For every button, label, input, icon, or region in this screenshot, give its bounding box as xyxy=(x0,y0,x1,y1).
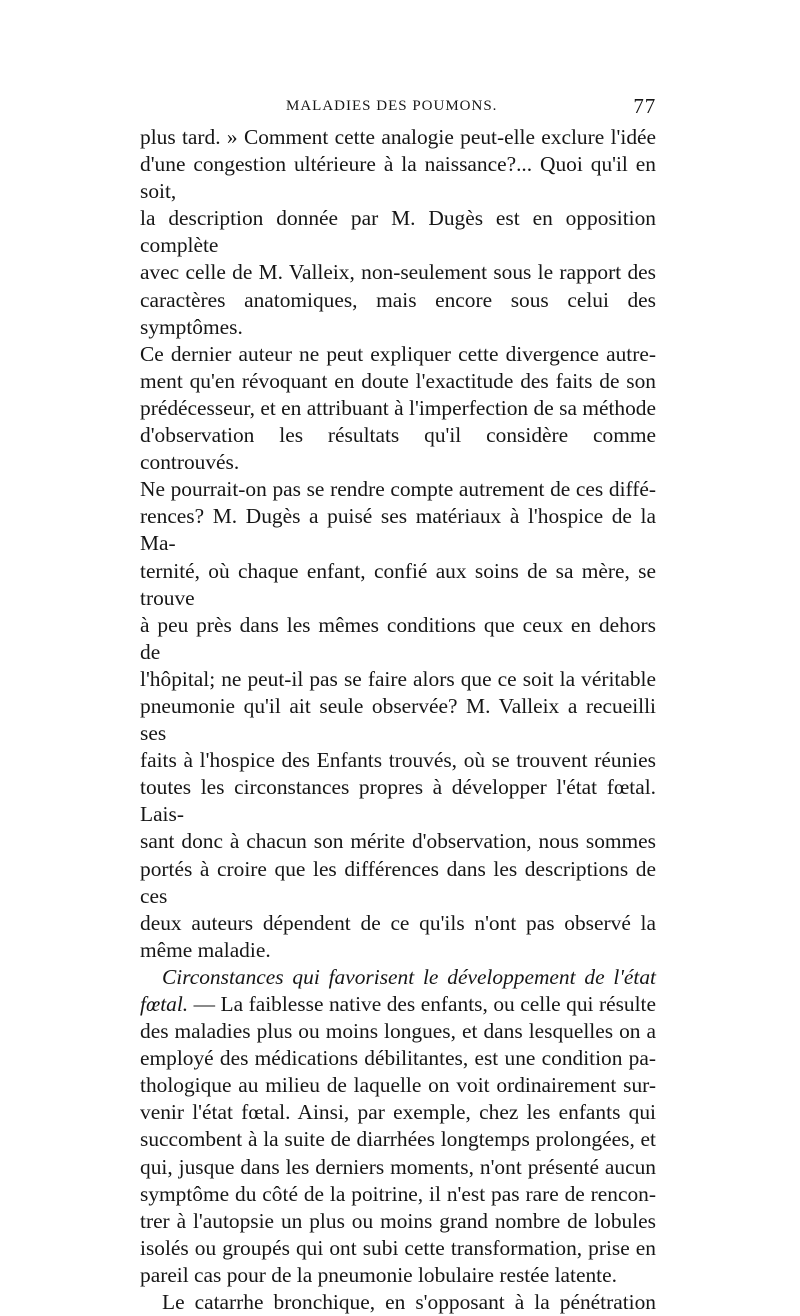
section-heading-end: fœtal. xyxy=(140,992,189,1016)
text-line: Ce dernier auteur ne peut expliquer cette divergence autre- xyxy=(140,341,656,366)
text-line: Ne pourrait-on pas se rendre compte autrement de ces diffé- xyxy=(140,477,656,502)
text-line: à peu près dans les mêmes conditions que ceux en dehors de xyxy=(140,612,656,664)
text-line: Le catarrhe bronchique, en s'opposant à la pénétration xyxy=(162,1290,656,1315)
text-line: venir l'état fœtal. Ainsi, par exemple, chez les enfants qui xyxy=(140,1100,656,1125)
text-line: succombent à la suite de diarrhées longtemps prolongées, et xyxy=(140,1127,656,1152)
text-line: pneumonie qu'il ait seule observée? M. Valleix a recueilli ses xyxy=(140,693,656,746)
running-head xyxy=(140,94,656,124)
text-line: la description donnée par M. Dugès est en opposition complète xyxy=(140,206,656,258)
text-line: faits à l'hospice des Enfants trouvés, où se trouvent réunies xyxy=(140,748,656,773)
text-line: ment qu'en révoquant en doute l'exactitude des faits de son xyxy=(140,368,656,393)
text-line: qui, jusque dans les derniers moments, n'ont présenté aucun xyxy=(140,1154,656,1179)
text-line xyxy=(140,991,656,1018)
text-line: d'une congestion ultérieure à la naissance?... Quoi qu'il en soit, xyxy=(140,152,656,204)
section-heading-line xyxy=(140,964,656,991)
text-line: des maladies plus ou moins longues, et dans lesquelles on a xyxy=(140,1019,656,1044)
text-line: toutes les circonstances propres à développer l'état fœtal. Lais- xyxy=(140,775,656,827)
text-line: même maladie. xyxy=(140,937,271,962)
text-line: thologique au milieu de laquelle on voit ordinairement sur- xyxy=(140,1073,656,1098)
text-line: employé des médications débilitantes, est une condition pa- xyxy=(140,1046,656,1071)
running-title: MALADIES DES POUMONS. xyxy=(286,98,498,114)
text-line: trer à l'autopsie un plus ou moins grand nombre de lobules xyxy=(140,1208,656,1233)
page-number: 77 xyxy=(633,94,656,118)
text-line: pareil cas pour de la pneumonie lobulaire restée latente. xyxy=(140,1262,617,1287)
text-run: — La faiblesse native des enfants, ou celle qui résulte xyxy=(188,992,656,1016)
text-line: plus tard. » Comment cette analogie peut-elle exclure l'idée xyxy=(140,125,656,149)
text-line: l'hôpital; ne peut-il pas se faire alors que ce soit la véritable xyxy=(140,666,656,691)
text-line: d'observation les résultats qu'il considère comme controuvés. xyxy=(140,423,656,475)
text-line: avec celle de M. Valleix, non-seulement sous le rapport des xyxy=(140,260,656,285)
text-line: caractères anatomiques, mais encore sous celui des symptômes. xyxy=(140,287,656,339)
text-line: rences? M. Dugès a puisé ses matériaux à l'hospice de la Ma- xyxy=(140,504,656,556)
text-line: sant donc à chacun son mérite d'observation, nous sommes xyxy=(140,829,656,854)
book-page xyxy=(140,94,656,1316)
body-text xyxy=(140,124,656,1316)
text-line: deux auteurs dépendent de ce qu'ils n'ont pas observé la xyxy=(140,910,656,935)
text-line: isolés ou groupés qui ont subi cette transformation, prise en xyxy=(140,1235,656,1260)
text-line: portés à croire que les différences dans les descriptions de ces xyxy=(140,856,656,908)
text-line: ternité, où chaque enfant, confié aux soins de sa mère, se trouve xyxy=(140,558,656,610)
text-line: prédécesseur, et en attribuant à l'imperfection de sa méthode xyxy=(140,395,656,420)
section-heading: Circonstances qui favorisent le développement de l'état xyxy=(162,964,656,989)
text-line: symptôme du côté de la poitrine, il n'est pas rare de rencon- xyxy=(140,1181,656,1206)
